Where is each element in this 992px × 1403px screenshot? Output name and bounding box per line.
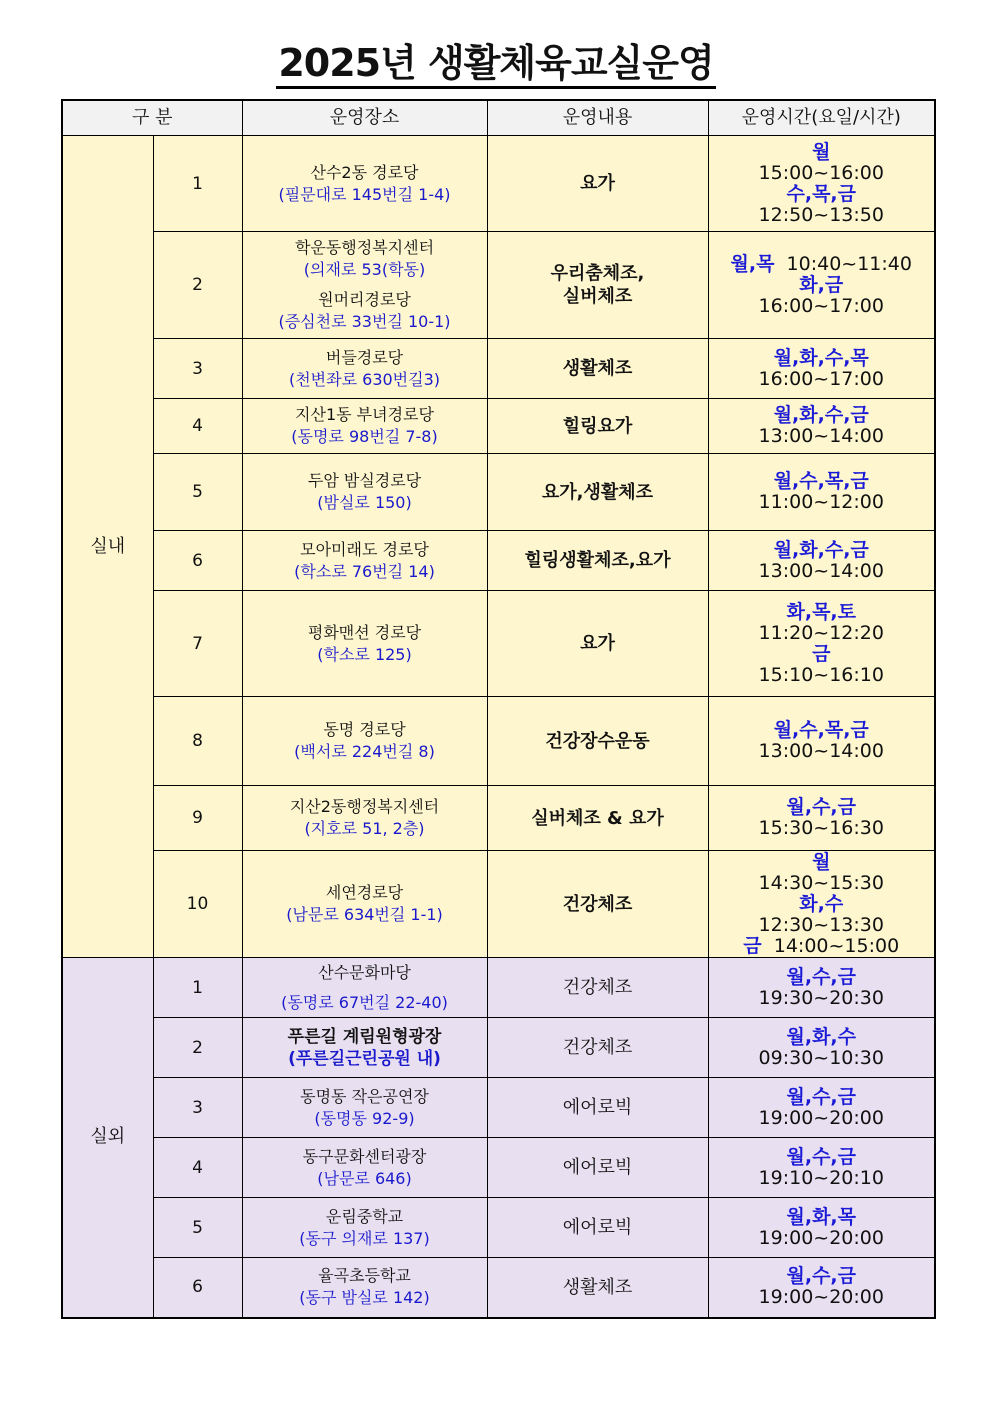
table-row [62,697,935,786]
schedule-cell [708,1018,935,1078]
row-number: 3 [153,339,242,399]
content-text: 힐링생활체조,요가 [524,550,671,571]
place-name: 지산2동행정복지센터 [289,797,440,816]
content-text: 요가,생활체조 [541,481,654,503]
content-text: 생활체조 [562,1276,633,1298]
place-address: (학소로 76번길 14) [294,561,435,581]
content-cell [487,958,708,1018]
content-text: 건강체조 [562,893,633,915]
place-cell [242,697,487,786]
content-cell [487,1078,708,1138]
row-number: 6 [153,1258,242,1318]
place-address: (천변좌로 630번길3) [288,369,441,389]
content-line: 실버체조 [562,286,633,307]
content-cell [487,531,708,591]
row-number: 10 [153,851,242,958]
place-address: (증심천로 33번길 10-1) [278,312,451,331]
row-number: 3 [153,1078,242,1138]
table-row [62,1258,935,1318]
content-line: 우리춤체조, [550,263,645,284]
schedule-cell [708,958,935,1018]
schedule-time: 13:00~14:00 [758,740,884,762]
place-address: (동명동 92-9) [314,1108,415,1128]
schedule-days: 월,수,금 [786,1085,856,1108]
table-row [62,1138,935,1198]
schedule-days: 월,화,수,금 [773,538,869,561]
schedule-time: 16:00~17:00 [758,367,884,390]
schedule-time: 19:10~20:10 [758,1166,884,1189]
schedule-entry [709,936,935,957]
content-text: 에어로빅 [562,1157,633,1178]
content-cell [487,1198,708,1258]
place-cell [242,232,487,339]
schedule-cell [708,136,935,232]
schedule-days: 화,목,토 [786,600,856,623]
schedule-time: 12:30~13:30 [758,913,884,936]
schedule-time: 16:00~17:00 [758,294,884,317]
schedule-days: 월,수,목,금 [773,719,869,741]
place-address: (동구 의재로 137) [299,1228,430,1248]
schedule-time: 15:00~16:00 [758,161,884,184]
place-name: 율곡초등학교 [318,1266,411,1286]
header-content: 운영내용 [487,100,708,136]
place-name: 두암 밤실경로당 [307,471,422,490]
section-label-outdoor [62,958,153,1318]
schedule-time: 19:00~20:00 [758,1226,884,1249]
place-cell [242,1018,487,1078]
row-number: 5 [153,454,242,531]
schedule-cell [708,591,935,697]
schedule-days: 화,수 [799,892,844,915]
schedule-cell [708,232,935,339]
content-text: 건강장수운동 [545,730,650,752]
table-row [62,454,935,531]
content-cell [487,786,708,851]
table-row [62,1018,935,1078]
schedule-time: 13:00~14:00 [758,559,884,582]
content-cell [487,339,708,399]
content-text: 힐링요가 [562,415,633,437]
header-time: 운영시간(요일/시간) [708,100,935,136]
place-name: 학운동행정복지센터 [294,238,435,257]
place-name: 평화맨션 경로당 [307,622,422,642]
table-row [62,1198,935,1258]
row-number: 1 [153,136,242,232]
row-number: 2 [153,1018,242,1078]
schedule-cell [708,786,935,851]
place-name: 운림중학교 [325,1206,404,1226]
place-cell [242,339,487,399]
schedule-cell [708,851,935,958]
place-cell [242,1258,487,1318]
schedule-time: 11:00~12:00 [758,491,884,513]
table-row [62,958,935,1018]
table-row [62,1078,935,1138]
schedule-cell [708,697,935,786]
schedule-days: 월,화,수 [786,1025,856,1048]
schedule-days: 월,화,수,금 [773,404,869,426]
content-cell [487,1138,708,1198]
place-address: (밤실로 150) [317,493,412,512]
place-name: 모아미래도 경로당 [300,539,429,559]
table-row [62,786,935,851]
table-row [62,399,935,454]
schedule-entry [709,254,935,275]
table-row [62,851,935,958]
schedule-time: 12:50~13:50 [758,203,884,226]
schedule-days: 월,수,금 [786,796,856,818]
content-cell [487,697,708,786]
schedule-time: 09:30~10:30 [758,1046,884,1069]
header-category: 구 분 [62,100,242,136]
content-cell [487,851,708,958]
place-address: (필문대로 145번길 1-4) [278,184,451,204]
schedule-time: 19:30~20:30 [758,986,884,1009]
header-place: 운영장소 [242,100,487,136]
place-name: 동명동 작은공연장 [300,1086,429,1106]
place-address: (남문로 634번길 1-1) [286,905,443,924]
content-cell [487,591,708,697]
row-number: 1 [153,958,242,1018]
schedule-days: 월,화,수,목 [773,346,869,369]
schedule-days: 월 [812,140,831,163]
schedule-time: 19:00~20:00 [758,1286,884,1309]
schedule-cell [708,1258,935,1318]
schedule-days: 월,수,목,금 [773,470,869,492]
schedule-days: 금 [812,642,831,665]
schedule-cell [708,339,935,399]
place-cell [242,958,487,1018]
content-text: 건강체조 [562,1037,633,1058]
schedule-time: 13:00~14:00 [758,425,884,447]
row-number: 6 [153,531,242,591]
row-number: 8 [153,697,242,786]
row-number: 4 [153,1138,242,1198]
place-cell [242,1078,487,1138]
row-number: 9 [153,786,242,851]
content-text: 에어로빅 [562,1217,633,1238]
schedule-days: 월,목 [730,252,775,275]
schedule-table [61,99,936,1319]
place-address: (백서로 224번길 8) [294,742,435,761]
place-name: 세연경로당 [325,883,404,902]
place-name: 동명 경로당 [323,720,406,739]
content-text: 건강체조 [562,977,633,998]
schedule-days: 수,목,금 [786,182,856,205]
schedule-cell [708,531,935,591]
place-name: 동구문화센터광장 [302,1146,427,1166]
schedule-cell [708,399,935,454]
place-address: (동명로 98번길 7-8) [291,427,438,446]
table-row [62,136,935,232]
table-row [62,531,935,591]
place-cell [242,531,487,591]
section-label-text: 실외 [90,1126,126,1148]
place-cell [242,136,487,232]
content-cell [487,399,708,454]
content-cell [487,454,708,531]
place-cell [242,591,487,697]
section-label-text: 실내 [90,535,126,557]
schedule-days: 월,수,금 [786,1145,856,1168]
schedule-days: 화,금 [799,273,844,296]
schedule-days: 금 [743,934,762,957]
place-name: 원머리경로당 [318,290,411,309]
content-text: 실버체조 & 요가 [531,807,664,829]
content-text: 생활체조 [562,358,633,379]
place-cell [242,1198,487,1258]
content-text: 요가 [580,173,615,194]
place-cell [242,454,487,531]
page-title [0,38,992,88]
place-name: 푸른길 계림원형광장 [287,1026,442,1047]
schedule-cell [708,1138,935,1198]
table-row [62,591,935,697]
content-text: 요가 [580,633,615,654]
place-address: (학소로 125) [317,644,412,664]
place-name: 산수문화마당 [318,962,411,982]
place-address: (동구 밤실로 142) [299,1288,430,1308]
content-text: 에어로빅 [562,1097,633,1118]
schedule-cell [708,1198,935,1258]
place-cell [242,786,487,851]
place-address: (동명로 67번길 22-40) [281,992,448,1012]
place-address: (의재로 53(학동) [303,260,426,279]
schedule-time: 19:00~20:00 [758,1106,884,1129]
place-name: 지산1동 부녀경로당 [295,405,434,424]
table-header-row [62,100,935,136]
place-cell [242,851,487,958]
content-cell [487,136,708,232]
schedule-days: 월,수,금 [786,965,856,988]
schedule-days: 월,수,금 [786,1265,856,1288]
schedule-time: 14:30~15:30 [758,871,884,894]
schedule-time: 10:40~11:40 [786,252,912,275]
schedule-time: 14:00~15:00 [773,934,900,957]
row-number: 5 [153,1198,242,1258]
place-address: (남문로 646) [317,1168,412,1188]
schedule-time: 15:10~16:10 [758,663,884,686]
place-name: 버들경로당 [325,347,404,367]
row-number: 4 [153,399,242,454]
content-cell [487,1258,708,1318]
content-cell [487,232,708,339]
place-name: 산수2동 경로당 [310,162,419,182]
place-cell [242,1138,487,1198]
schedule-cell [708,1078,935,1138]
content-cell [487,1018,708,1078]
row-number: 7 [153,591,242,697]
section-label-indoor [62,136,153,958]
schedule-time: 11:20~12:20 [758,621,884,644]
table-row [62,339,935,399]
place-cell [242,399,487,454]
schedule-days: 월,화,목 [786,1205,856,1228]
place-address: (지호로 51, 2층) [304,819,425,838]
schedule-cell [708,454,935,531]
table-row [62,232,935,339]
schedule-time: 15:30~16:30 [758,817,884,839]
schedule-days: 월 [812,850,831,873]
place-address: (푸른길근린공원 내) [288,1048,441,1069]
page-title-text: 2025년 생활체육교실운영 [276,41,715,89]
row-number: 2 [153,232,242,339]
